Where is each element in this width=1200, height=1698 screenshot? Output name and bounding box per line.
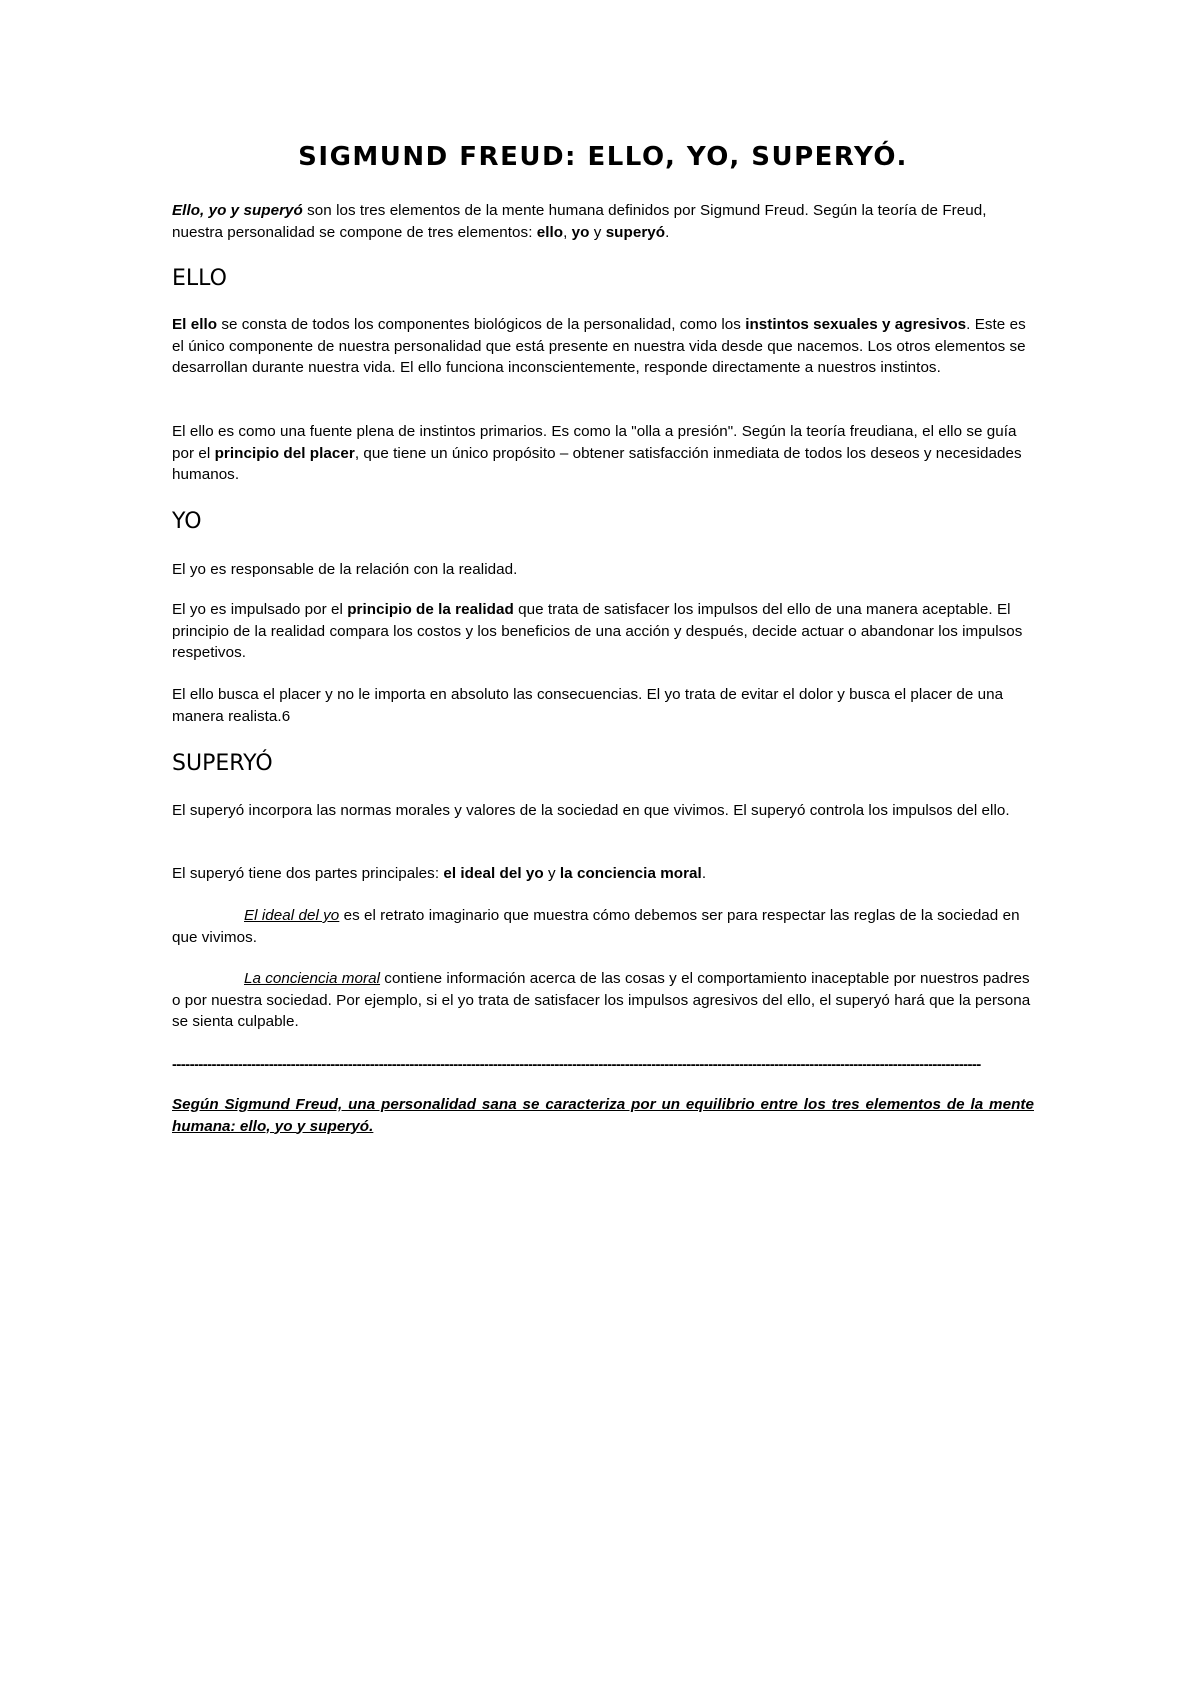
yo-p2-text-1: El yo es impulsado por el xyxy=(172,601,348,618)
ello-p1-bold-2: instintos sexuales y agresivos xyxy=(745,316,967,333)
document-title: SIGMUND FREUD: ELLO, YO, SUPERYÓ. xyxy=(298,142,908,172)
yo-p2-bold-1: principio de la realidad xyxy=(347,601,514,618)
superyo-paragraph-2 xyxy=(172,863,1034,885)
superyo-term-conciencia: La conciencia moral xyxy=(244,970,381,987)
yo-p2-text-2: que trata de satisfacer los impulsos del ello de una manera aceptable. El principio de la realidad compara los costos y los beneficios de una acción y después, decide actuar o abandonar los impulsos respetivos. xyxy=(172,601,1023,661)
intro-term-superyo: superyó xyxy=(605,223,666,241)
superyo-p3-text: es el retrato imaginario que muestra cómo debemos ser para respectar las reglas de la sociedad en que vivimos. xyxy=(172,907,1020,946)
superyo-paragraph-3 xyxy=(172,905,1034,948)
intro-paragraph xyxy=(172,200,1034,243)
intro-term-yo: yo xyxy=(571,223,590,241)
ello-p1-bold-1: El ello xyxy=(172,316,218,333)
superyo-p2-text-3: . xyxy=(701,865,707,882)
ello-p2-bold-1: principio del placer xyxy=(214,444,355,462)
superyo-p2-text-2: y xyxy=(543,865,560,882)
superyo-paragraph-1: El superyó incorpora las normas morales y valores de la sociedad en que vivimos. El superyó controla los impulsos del ello. xyxy=(172,802,1010,819)
superyo-term-ideal: El ideal del yo xyxy=(244,907,340,924)
intro-sep-1: , xyxy=(563,223,572,241)
intro-lead: Ello, yo y superyó xyxy=(172,202,303,219)
superyo-p4-text: contiene información acerca de las cosas y el comportamiento inaceptable por nuestros padres o por nuestra sociedad. Por ejemplo, si el yo trata de satisfacer los impulsos agresivos del ello, el superyó hará que la persona se sienta culpable. xyxy=(172,970,1031,1030)
ello-p2-text-2: , que tiene un único propósito – obtener satisfacción inmediata de todos los deseos y necesidades humanos. xyxy=(172,444,1022,483)
ello-paragraph-1 xyxy=(172,314,1034,379)
ello-p2-text-1: El ello es como una fuente plena de instintos primarios. Es como la "olla a presión". Según la teoría freudiana, el ello se guía por el xyxy=(172,423,1017,462)
yo-paragraph-1: El yo es responsable de la relación con la realidad. xyxy=(172,561,518,578)
conclusion-paragraph: Según Sigmund Freud, una personalidad sana se caracteriza por un equilibrio entre los tres elementos de la mente humana: ello, yo y superyó. xyxy=(172,1096,1034,1135)
yo-paragraph-3: El ello busca el placer y no le importa en absoluto las consecuencias. El yo trata de evitar el dolor y busca el placer de una manera realista.6 xyxy=(172,686,1004,725)
intro-end: . xyxy=(665,223,670,241)
ello-p1-text-2: . Este es el único componente de nuestra personalidad que está presente en nuestra vida desde que nacemos. Los otros elementos se desarrollan durante nuestra vida. El ello funciona inconscientemente, responde directamente a nuestros instintos. xyxy=(172,316,1026,376)
superyo-paragraph-4 xyxy=(172,968,1034,1033)
section-heading-ello: ELLO xyxy=(172,266,227,291)
superyo-p2-text-1: El superyó tiene dos partes principales: xyxy=(172,865,444,882)
section-heading-yo: YO xyxy=(172,509,202,534)
intro-term-ello: ello xyxy=(536,223,564,241)
section-heading-superyo: SUPERYÓ xyxy=(172,751,273,776)
intro-sep-2: y xyxy=(589,223,606,241)
yo-paragraph-2 xyxy=(172,599,1034,664)
ello-paragraph-2 xyxy=(172,421,1034,486)
dashed-separator: ---------------------------------------------------------------------------------------------------------------------------------------------------------------------------------------- xyxy=(172,1056,981,1073)
superyo-p2-bold-2: la conciencia moral xyxy=(559,865,702,882)
ello-p1-text-1: se consta de todos los componentes biológicos de la personalidad, como los xyxy=(217,316,746,333)
intro-text: son los tres elementos de la mente humana definidos por Sigmund Freud. Según la teoría de Freud, nuestra personalidad se compone de tres elementos: xyxy=(172,202,987,241)
superyo-p2-bold-1: el ideal del yo xyxy=(443,865,544,882)
